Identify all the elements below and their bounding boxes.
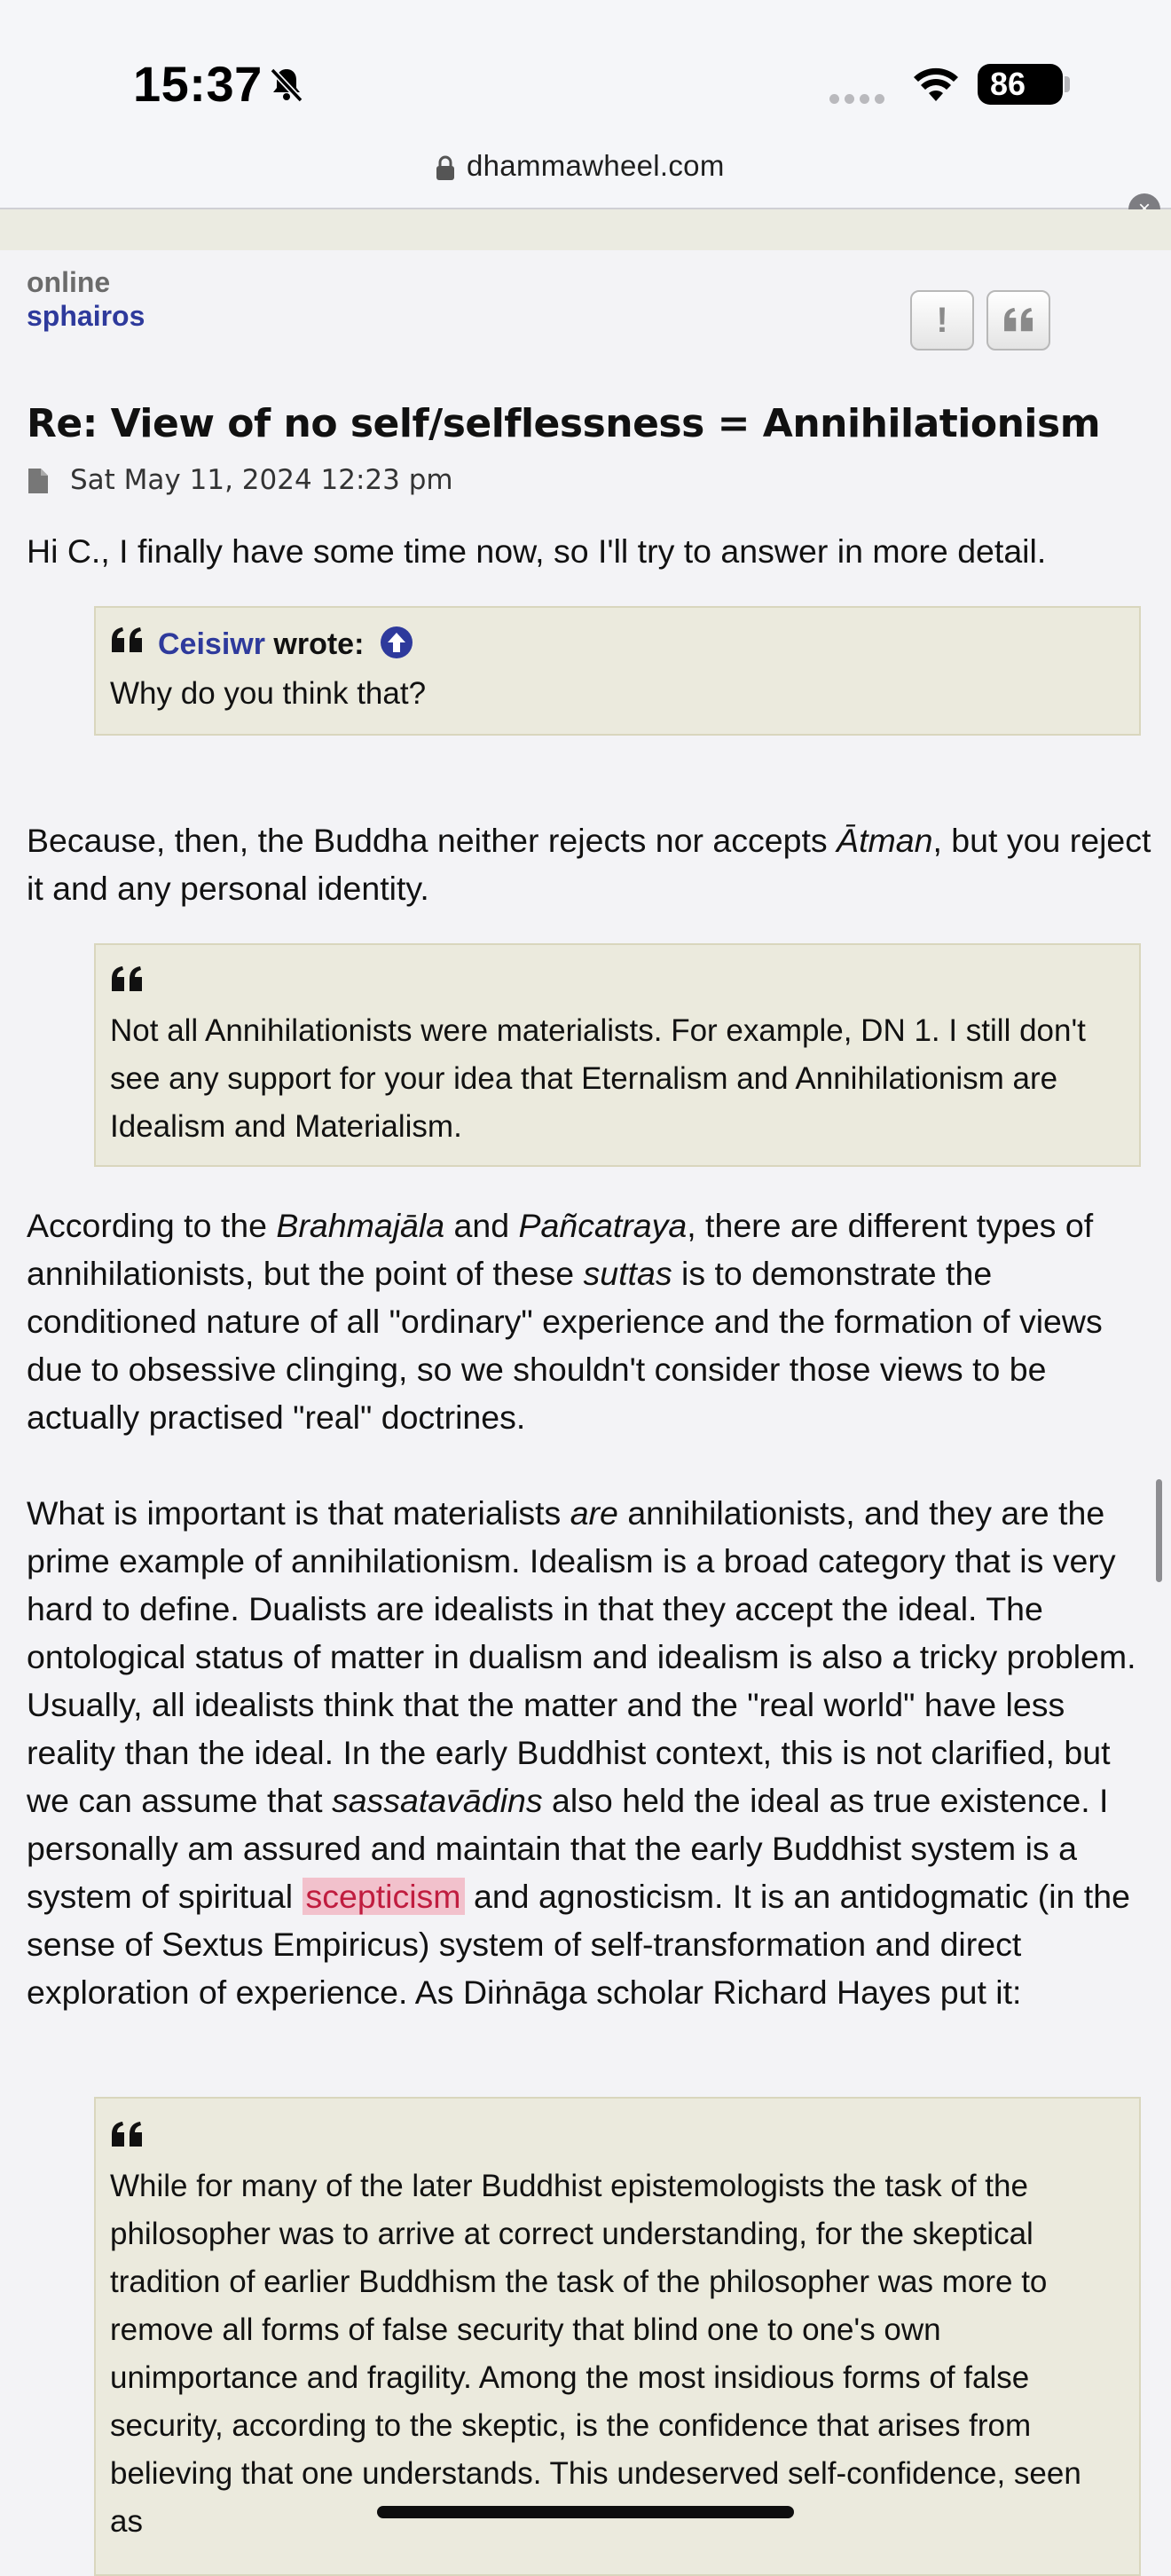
p3-emphasis-2: Pañcatraya [518,1207,688,1244]
lock-icon [436,155,454,180]
quote-mark-icon [110,965,145,995]
p2-text-b: , but you reject it and any personal identity. [27,822,1151,907]
p4-text-d: and agnosticism. It is an antidogmatic (in the sense of Sextus Empiricus) system of self-transformation and direct exploration of experience. As Diṅnāga scholar Richard Hayes put it: [27,1878,1130,2011]
report-button[interactable] [910,290,974,351]
quote-mark-icon [110,2120,145,2150]
status-bar [0,0,1171,133]
quote-button[interactable] [986,290,1050,351]
p4-emphasis-1: are [570,1494,618,1532]
quote-block-2 [94,943,1141,1167]
p3-text-b: and [444,1207,519,1244]
battery-cap [1065,76,1070,92]
p2-text-a: Because, then, the Buddha neither rejects nor accepts [27,822,837,859]
quote-1-text: Why do you think that? [110,676,427,711]
status-time: 15:37 [133,56,263,112]
quote-2-text: Not all Annihilationists were materialists. For example, DN 1. I still don't see any support for your idea that Eternalism and Annihilationism are Idealism and Materialism. [110,1013,1086,1144]
p4-text-c: also held the ideal as true existence. I personally am assured and maintain that the early Buddhist system is a system of spiritual [27,1782,1109,1915]
go-to-quoted-post-icon[interactable] [380,626,413,659]
author-online-status: online [27,266,111,298]
post-file-icon[interactable] [28,469,48,493]
p3-text-c: , there are different types of annihilationists, but the point of these [27,1207,1094,1292]
post-paragraph-2 [27,816,1153,912]
search-highlight: scepticism [303,1878,465,1915]
post-title[interactable]: Re: View of no self/selflessness = Annihilationism [27,401,1101,446]
battery-icon: 86 [978,64,1063,105]
p2-emphasis: Ātman [837,822,933,859]
quote-3-text: While for many of the later Buddhist epistemologists the task of the philosopher was to arrive at correct understanding, for the skeptical tradition of earlier Buddhism the task of the philosopher was more to remove all forms of false security that blind one to one's own unimportance and fragility. Among the most insidious forms of false security, according to the skeptic, is the confidence that arises from believing that one understands. This undeserved self-confidence, seen as [110,2169,1081,2539]
p4-text-a: What is important is that materialists [27,1494,570,1532]
post-paragraph-1: Hi C., I finally have some time now, so I'll try to answer in more detail. [27,532,1047,570]
url-domain[interactable]: dhammawheel.com [467,149,725,182]
wifi-icon [912,66,960,103]
post-author-link[interactable]: sphairos [27,300,145,332]
quote-block-1 [94,606,1141,736]
url-bar[interactable] [0,133,1171,209]
quote-author-link[interactable]: Ceisiwr [158,627,265,661]
p3-text-a: According to the [27,1207,277,1244]
cellular-signal-icon [829,92,892,105]
post-paragraph-3 [27,1201,1153,1441]
p4-text-b: annihilationists, and they are the prime example of annihilationism. Idealism is a broad category that is very hard to define. Dualists are idealists in that they accept the ideal. The ontological status of matter in dualism and idealism is also a tricky problem. Usually, all idealists think that the matter and the "real world" have less reality than the ideal. In the early Buddhist context, this is not clarified, but we can assume that [27,1494,1136,1819]
post-separator [0,209,1171,250]
quote-block-3 [94,2097,1141,2576]
report-icon: ! [936,301,948,340]
p4-emphasis-2: sassatavādins [331,1782,543,1819]
bell-muted-icon [266,64,307,105]
quote-icon [1002,306,1036,335]
post-paragraph-4 [27,1489,1153,2016]
quote-mark-icon [110,626,145,656]
home-indicator[interactable] [377,2506,794,2518]
p3-emphasis-3: suttas [583,1255,672,1292]
p3-emphasis-1: Brahmajāla [276,1207,445,1244]
scrollbar[interactable] [1156,1479,1162,1582]
p3-text-d: is to demonstrate the conditioned nature of all "ordinary" experience and the formation of views due to obsessive clinging, so we shouldn't consider those views to be actually practised "real" doctrines. [27,1255,1103,1436]
quote-wrote-label: wrote: [264,627,365,661]
quote-attribution [158,626,413,662]
post-date: Sat May 11, 2024 12:23 pm [70,464,453,496]
